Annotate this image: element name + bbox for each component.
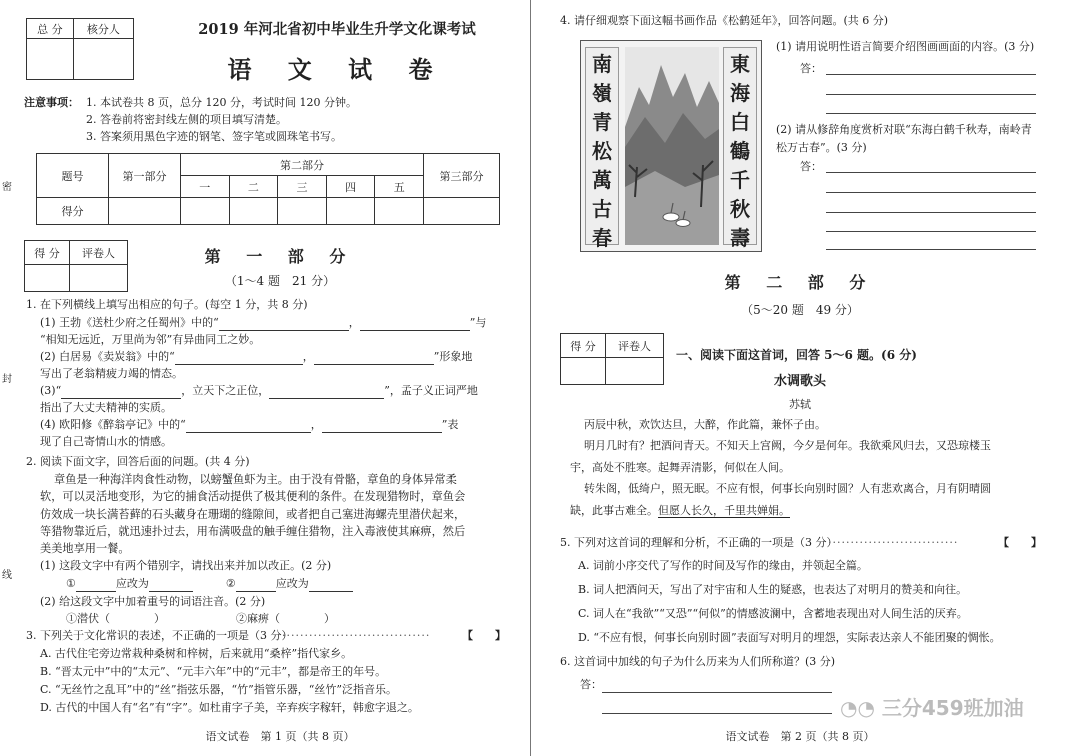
grader-label: 评卷人 <box>606 334 664 358</box>
q1-item-2: (2) 白居易《卖炭翁》中的“ ， ”形象地 <box>40 350 473 363</box>
q4-stem: 4. 请仔细观察下面这幅书画作品《松鹤延年》，回答问题。(共 6 分) <box>560 14 889 27</box>
checker-cell[interactable] <box>73 39 133 80</box>
defen-label: 得分 <box>37 198 109 225</box>
answer-blank[interactable] <box>236 591 276 592</box>
q3-option-c: C. “无丝竹之乱耳”中的“丝”指弦乐器，“竹”指管乐器，“丝竹”泛指音乐。 <box>40 683 398 696</box>
watermark <box>840 692 1024 721</box>
grader-box-right <box>560 333 664 385</box>
answer-line[interactable] <box>826 231 1036 232</box>
q2-sub2-b: ②麻痹（ ） <box>236 612 335 625</box>
tihao-label: 题号 <box>37 154 109 198</box>
grader-score-cell[interactable] <box>561 358 606 385</box>
answer-blank[interactable] <box>322 432 442 433</box>
q2-sub1: (1) 这段文字中有两个错别字，请找出来并加以改正。(2 分) <box>40 559 332 572</box>
q5-option-a: A. 词前小序交代了写作的时间及写作的缘由，并领起全篇。 <box>578 559 868 572</box>
q5-stem: 5. 下列对这首词的理解和分析，不正确的一项是（3 分） <box>560 536 838 549</box>
part1-label: 第一部分 <box>109 154 181 198</box>
q4-sub2-answer-label: 答： <box>800 160 822 173</box>
landscape-image <box>625 47 719 245</box>
q2-stem: 2. 阅读下面文字，回答后面的问题。(共 4 分) <box>26 455 250 468</box>
couplet-char: 海 <box>730 81 750 105</box>
answer-line[interactable] <box>826 172 1036 173</box>
poem-line: 宇，高处不胜寒。起舞弄清影，何似在人间。 <box>570 460 790 474</box>
answer-blank[interactable] <box>175 364 303 365</box>
note-3: 3. 答案须用黑色字迹的钢笔、签字笔或圆珠笔书写。 <box>86 130 342 143</box>
score-cell[interactable] <box>181 198 230 225</box>
passage-line: 美美地享用一餐。 <box>40 542 130 556</box>
left-footer: 语文试卷 第 1 页（共 8 页） <box>205 730 355 743</box>
score-cell[interactable] <box>424 198 500 225</box>
score-cell[interactable] <box>375 198 424 225</box>
q3-option-b: B. “晋太元中”中的“太元”、“元丰六年”中的“元丰”，都是帝王的年号。 <box>40 665 387 678</box>
q3-option-a: A. 古代住宅旁边常栽种桑树和梓树，后来就用“桑梓”指代家乡。 <box>40 647 353 660</box>
part3-label: 第三部分 <box>424 154 500 198</box>
couplet-right-scroll <box>723 47 757 250</box>
poem-title: 水调歌头 <box>773 374 826 389</box>
watermark-text: 三分459班加油 <box>881 696 1024 720</box>
q3-option-d: D. 古代的中国人有“名”有“字”。如杜甫字子美，辛弃疾字稼轩，韩愈字退之。 <box>40 701 419 714</box>
part2-col-1: 一 <box>181 176 230 198</box>
part2-title: 第 二 部 分 <box>724 273 876 292</box>
answer-blank[interactable] <box>76 591 116 592</box>
right-footer: 语文试卷 第 2 页（共 8 页） <box>725 730 875 743</box>
songhe-yannian-painting <box>580 40 762 252</box>
answer-line[interactable] <box>826 94 1036 95</box>
q2-passage <box>40 471 520 558</box>
exam-title: 2019 年河北省初中毕业生升学文化课考试 <box>198 21 476 38</box>
checker-label: 核分人 <box>73 19 133 39</box>
grader-label: 评卷人 <box>70 241 128 265</box>
q1-item-1-cont: “相知无远近，万里尚为邻”有异曲同工之妙。 <box>40 333 261 346</box>
answer-blank[interactable] <box>61 398 181 399</box>
total-score-cell[interactable] <box>27 39 74 80</box>
grader-score-label: 得 分 <box>25 241 70 265</box>
poem-line: 转朱阁，低绮户，照无眠。不应有恨，何事长向别时圆？人有悲欢离合，月有阴晴圆 <box>584 482 991 496</box>
grader-cell[interactable] <box>606 358 664 385</box>
couplet-char: 青 <box>592 110 612 134</box>
q5-dots: ····························· <box>828 536 959 549</box>
q1-item-4: (4) 欧阳修《醉翁亭记》中的“ ， ”表 <box>40 418 459 431</box>
couplet-char: 古 <box>592 197 612 221</box>
answer-line[interactable] <box>826 249 1036 250</box>
answer-line[interactable] <box>826 74 1036 75</box>
q3-stem: 3. 下列关于文化常识的表述，不正确的一项是（3 分） <box>26 629 293 642</box>
margin-char-2: 封 <box>2 374 12 385</box>
margin-char-3: 线 <box>2 570 12 581</box>
q2-sub1-answers: ① 应改为 ② 应改为 <box>66 577 446 592</box>
answer-blank[interactable] <box>309 591 353 592</box>
couplet-char: 鶴 <box>730 139 750 163</box>
wechat-icon: ◔◔ <box>840 696 875 720</box>
grader-cell[interactable] <box>70 265 128 292</box>
grader-box-left <box>24 240 128 292</box>
q6-answer-label: 答： <box>580 678 602 691</box>
couplet-char: 東 <box>730 52 750 76</box>
q4-sub1: (1) 请用说明性语言简要介绍图画画面的内容。(3 分) <box>776 40 1035 53</box>
answer-line[interactable] <box>826 113 1036 114</box>
part2-col-5: 五 <box>375 176 424 198</box>
q6-stem: 6. 这首词中加线的句子为什么历来为人们所称道？(3 分) <box>560 655 836 668</box>
passage-line: 软，可以灵活地变形，为它的捕食活动提供了极其便利的条件。在发现猎物时，章鱼会 <box>40 490 466 504</box>
score-cell[interactable] <box>229 198 278 225</box>
paper-title: 语 文 试 卷 <box>227 55 447 84</box>
answer-blank[interactable] <box>219 330 349 331</box>
couplet-char: 白 <box>730 110 750 134</box>
q2-sub2: (2) 给这段文字中加着重号的词语注音。(2 分) <box>40 595 266 608</box>
total-score-box <box>26 18 134 80</box>
poem-author: 苏轼 <box>789 398 811 411</box>
couplet-char: 嶺 <box>592 81 612 105</box>
part1-range: （1～4 题 21 分） <box>224 274 336 288</box>
poem-body <box>570 414 1050 521</box>
couplet-char: 南 <box>592 52 612 76</box>
answer-blank[interactable] <box>360 330 470 331</box>
couplet-char: 壽 <box>730 226 750 250</box>
q3-dots: ································· <box>282 629 431 642</box>
note-1: 1. 本试卷共 8 页，总分 120 分，考试时间 120 分钟。 <box>86 96 357 109</box>
answer-line[interactable] <box>602 713 832 714</box>
score-cell[interactable] <box>326 198 375 225</box>
answer-blank[interactable] <box>314 364 434 365</box>
couplet-char: 松 <box>592 139 612 163</box>
total-score-label: 总 分 <box>27 19 74 39</box>
passage-line: 章鱼是一种海洋肉食性动物，以螃蟹鱼虾为主。由于没有骨骼，章鱼的身体异常柔 <box>54 473 457 486</box>
part2-col-4: 四 <box>326 176 375 198</box>
poem-preface: 丙辰中秋，欢饮达旦，大醉，作此篇，兼怀子由。 <box>584 418 826 431</box>
score-table <box>36 153 500 225</box>
grader-score-label: 得 分 <box>561 334 606 358</box>
q1-item-3: (3)“ ，立天下之正位， ”，孟子义正词严地 <box>40 384 478 397</box>
part2-col-2: 二 <box>229 176 278 198</box>
q5-bracket[interactable]: 【 】 <box>998 536 1042 549</box>
answer-line[interactable] <box>602 692 832 693</box>
note-2: 2. 答卷前将密封线左侧的项目填写清楚。 <box>86 113 287 126</box>
poem-line-last: 缺，此事古难全。但愿人长久，千里共婵娟。 <box>570 503 790 517</box>
q4-sub1-answer-label: 答： <box>800 62 822 75</box>
answer-blank[interactable] <box>149 591 193 592</box>
q5-option-c: C. 词人在“我欲”“又恐”“何似”的情感波澜中，含蓄地表现出对人间生活的厌弃。 <box>578 607 968 620</box>
poem-line: 明月几时有？把酒问青天。不知天上宫阙，今夕是何年。我欲乘风归去，又恐琼楼玉 <box>584 439 991 453</box>
page-divider <box>530 0 531 756</box>
q1-stem: 1. 在下列横线上填写出相应的句子。(每空 1 分，共 8 分) <box>26 298 308 311</box>
answer-blank[interactable] <box>186 432 311 433</box>
q1-item-2-cont: 写出了老翁精疲力竭的情态。 <box>40 367 183 380</box>
score-cell[interactable] <box>278 198 327 225</box>
notes-label: 注意事项： <box>24 96 79 109</box>
answer-line[interactable] <box>826 192 1036 193</box>
couplet-left-scroll <box>585 47 619 250</box>
q2-sub2-a: ①潜伏（ ） <box>66 612 165 625</box>
part2-label: 第二部分 <box>181 154 424 176</box>
passage-line: 等猎物靠近后，就迅速扑过去，用布满吸盘的触手缠住猎物，注入毒液使其麻痹，然后 <box>40 525 466 539</box>
part1-title: 第 一 部 分 <box>204 247 356 266</box>
q5-option-b: B. 词人把酒问天，写出了对宇宙和人生的疑惑，也表达了对明月的赞美和向往。 <box>578 583 968 596</box>
q3-bracket[interactable]: 【 】 <box>462 629 506 642</box>
grader-score-cell[interactable] <box>25 265 70 292</box>
couplet-char: 千 <box>730 168 750 192</box>
part2-range: （5～20 题 49 分） <box>741 303 859 317</box>
answer-blank[interactable] <box>269 398 384 399</box>
q4-sub2: (2) 请从修辞角度赏析对联“东海白鹤千秋寿，南岭青松万古春”。(3 分) <box>776 123 1032 154</box>
q1-item-4-cont: 现了自己寄情山水的情感。 <box>40 435 172 448</box>
q1-item-1: (1) 王勃《送杜少府之任蜀州》中的“ ， ”与 <box>40 316 487 329</box>
couplet-char: 萬 <box>592 168 612 192</box>
q1-item-3-cont: 指出了大丈夫精神的实质。 <box>40 401 172 414</box>
part2-col-3: 三 <box>278 176 327 198</box>
q5-option-d: D. “不应有恨，何事长向别时圆”表面写对明月的埋怨，实际表达亲人不能团聚的惆怅。 <box>578 631 1001 644</box>
poem-underlined-line: 但愿人长久，千里共婵娟。 <box>658 503 790 517</box>
couplet-char: 秋 <box>730 197 750 221</box>
margin-char-1: 密 <box>2 182 12 193</box>
couplet-char: 春 <box>592 226 612 250</box>
answer-line[interactable] <box>826 212 1036 213</box>
score-cell[interactable] <box>109 198 181 225</box>
passage-line: 仿效成一块长满苔藓的石头藏身在珊瑚的缝隙间，或者把自己塞进海螺壳里潜伏起来， <box>40 507 466 521</box>
section1-heading: 一、阅读下面这首词，回答 5～6 题。(6 分) <box>676 348 917 362</box>
